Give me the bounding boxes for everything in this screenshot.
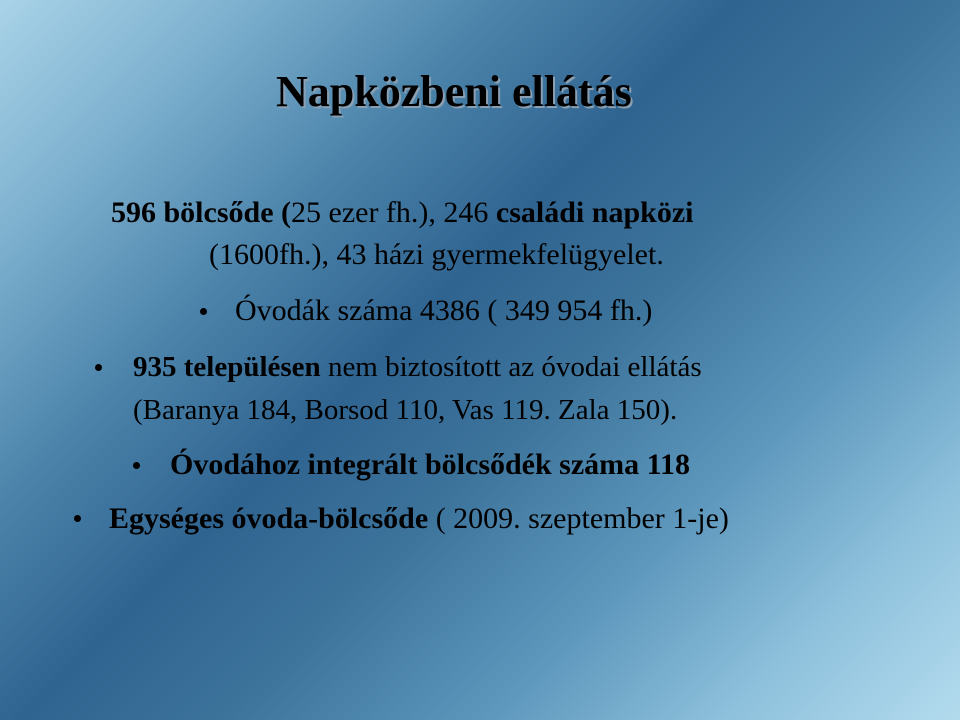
line-egyseges-ovoda (109, 504, 729, 534)
bullet-icon (95, 364, 102, 371)
line-hazi-gyermekfelugyelet: (1600fh.), 43 házi gyermekfelügyelet. (209, 238, 664, 271)
line-ovodak-szama: Óvodák száma 4386 ( 349 954 fh.) (235, 294, 653, 327)
line-integralt-bolcsodek: Óvodához integrált bölcsődék száma 118 (170, 448, 691, 481)
line-bolcsode-regular: 25 ezer fh.), 246 (291, 196, 496, 229)
line-telepulesek-regular: nem biztosított az óvodai ellátás (320, 351, 702, 383)
line-megyek: (Baranya 184, Borsod 110, Vas 119. Zala 150). (133, 394, 678, 426)
line-telepulesek-bold: 935 településen (133, 351, 321, 383)
bullet-icon (200, 308, 207, 315)
bullet-icon (74, 515, 81, 522)
slide-title: Napközbeni ellátás (276, 67, 632, 116)
line-bolcsode-bold: 596 bölcsőde ( (111, 196, 291, 229)
line-telepulesek (133, 353, 702, 382)
line-bolcsode (111, 198, 693, 228)
line-bolcsode-napkozi: családi napközi (495, 196, 694, 229)
line-egyseges-ovoda-bold: Egységes óvoda-bölcsőde (109, 502, 429, 535)
line-egyseges-ovoda-regular: ( 2009. szeptember 1-je) (428, 502, 729, 535)
bullet-icon (133, 462, 140, 469)
